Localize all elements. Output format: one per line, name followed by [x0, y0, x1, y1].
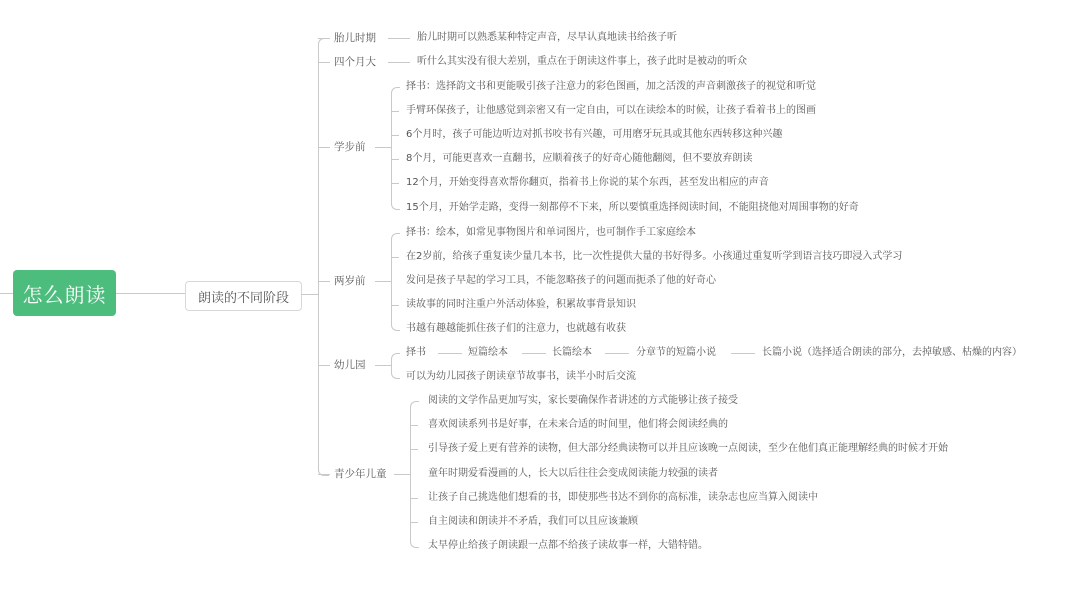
leaf-pre-walking-3[interactable]: 8个月，可能更喜欢一直翻书，应顺着孩子的好奇心随他翻阅，但不要放弃朗读 — [406, 153, 753, 164]
sub-connector — [375, 365, 391, 366]
leaf-pre-walking-0[interactable]: 择书：选择韵文书和更能吸引孩子注意力的彩色图画，加之活泼的声音刺激孩子的视觉和听觉 — [406, 81, 816, 92]
branch-before-two[interactable]: 两岁前 — [334, 275, 366, 287]
root-left-connector — [0, 293, 13, 294]
stage-connector — [301, 294, 318, 295]
stage-node[interactable]: 朗读的不同阶段 — [185, 281, 302, 311]
chain-connector — [605, 353, 629, 354]
leaf-four-months-0[interactable]: 听什么其实没有很大差别，重点在于朗读这件事上，孩子此时是被动的听众 — [417, 56, 747, 67]
leaf-teen-2[interactable]: 引导孩子爱上更有营养的读物，但大部分经典读物可以并且应该晚一点阅读，至少在他们真正能理解经典的时候才开始 — [428, 443, 948, 454]
chain-kindergarten-3[interactable]: 分章节的短篇小说 — [636, 347, 716, 358]
pre-walking-brace — [391, 87, 400, 210]
root-to-stage-connector — [116, 293, 185, 294]
leaf-connector — [388, 62, 410, 63]
leaf-tick — [391, 305, 399, 306]
leaf-tick — [410, 425, 418, 426]
leaf-teen-6[interactable]: 太早停止给孩子朗读跟一点都不给孩子读故事一样，大错特错。 — [428, 540, 708, 551]
chain-connector — [438, 353, 462, 354]
leaf-tick — [391, 111, 399, 112]
leaf-teen-4[interactable]: 让孩子自己挑选他们想看的书，即使那些书达不到你的高标准，读杂志也应当算入阅读中 — [428, 492, 818, 503]
chain-kindergarten-2[interactable]: 长篇绘本 — [552, 347, 592, 358]
leaf-teen-0[interactable]: 阅读的文学作品更加写实，家长要确保作者讲述的方式能够让孩子接受 — [428, 395, 738, 406]
leaf-tick — [410, 522, 418, 523]
before-two-brace — [391, 233, 400, 331]
leaf-tick — [391, 183, 399, 184]
chain-connector — [731, 353, 755, 354]
branch-connector — [318, 474, 330, 475]
leaf-connector — [388, 38, 410, 39]
branch-connector — [318, 38, 330, 39]
branch-kindergarten[interactable]: 幼儿园 — [334, 359, 366, 371]
leaf-before-two-0[interactable]: 择书：绘本，如常见事物图片和单词图片，也可制作手工家庭绘本 — [406, 227, 696, 238]
sub-connector — [375, 147, 391, 148]
leaf-pre-walking-2[interactable]: 6个月时，孩子可能边听边对抓书咬书有兴趣，可用磨牙玩具或其他东西转移这种兴趣 — [406, 129, 783, 140]
leaf-before-two-4[interactable]: 书越有趣越能抓住孩子们的注意力，也就越有收获 — [406, 323, 626, 334]
stage-brace — [318, 38, 329, 476]
leaf-pre-walking-5[interactable]: 15个月，开始学走路，变得一刻都停不下来，所以要慎重选择阅读时间，不能阻挠他对周围事物的好奇 — [406, 202, 859, 213]
sub-connector — [375, 281, 391, 282]
leaf-tick — [391, 257, 399, 258]
branch-connector — [318, 147, 330, 148]
leaf-pre-walking-1[interactable]: 手臂环保孩子，让他感觉到亲密又有一定自由，可以在读绘本的时候，让孩子看着书上的图画 — [406, 105, 816, 116]
chain-connector — [522, 353, 546, 354]
leaf-pre-walking-4[interactable]: 12个月，开始变得喜欢帮你翻页，指着书上你说的某个东西，甚至发出相应的声音 — [406, 177, 769, 188]
leaf-before-two-3[interactable]: 读故事的同时注重户外活动体验，积累故事背景知识 — [406, 299, 636, 310]
leaf-fetal-0[interactable]: 胎儿时期可以熟悉某种特定声音，尽早认真地读书给孩子听 — [417, 32, 677, 43]
branch-connector — [318, 365, 330, 366]
leaf-teen-1[interactable]: 喜欢阅读系列书是好事，在未来合适的时间里，他们将会阅读经典的 — [428, 419, 728, 430]
branch-fetal[interactable]: 胎儿时期 — [334, 32, 376, 44]
branch-four-months[interactable]: 四个月大 — [334, 56, 376, 68]
leaf-tick — [410, 449, 418, 450]
branch-teen[interactable]: 青少年儿童 — [334, 468, 387, 480]
leaf-before-two-2[interactable]: 发问是孩子早起的学习工具，不能忽略孩子的问题而扼杀了他的好奇心 — [406, 275, 716, 286]
chain-kindergarten-1[interactable]: 短篇绘本 — [468, 347, 508, 358]
leaf-tick — [391, 159, 399, 160]
leaf-teen-5[interactable]: 自主阅读和朗读并不矛盾，我们可以且应该兼顾 — [428, 516, 638, 527]
chain-kindergarten-0[interactable]: 择书 — [406, 347, 426, 358]
leaf-teen-3[interactable]: 童年时期爱看漫画的人，长大以后往往会变成阅读能力较强的读者 — [428, 468, 718, 479]
leaf-kindergarten-0[interactable]: 可以为幼儿园孩子朗读章节故事书，读半小时后交流 — [406, 371, 636, 382]
leaf-tick — [391, 135, 399, 136]
root-node[interactable]: 怎么朗读 — [13, 270, 116, 316]
leaf-tick — [410, 498, 418, 499]
chain-kindergarten-4[interactable]: 长篇小说（选择适合朗读的部分，去掉敏感、枯燥的内容） — [762, 347, 1022, 358]
branch-connector — [318, 281, 330, 282]
sub-connector — [394, 474, 410, 475]
branch-pre-walking[interactable]: 学步前 — [334, 141, 366, 153]
kindergarten-brace — [391, 353, 400, 379]
leaf-before-two-1[interactable]: 在2岁前，给孩子重复读少量几本书，比一次性提供大量的书好得多。小孩通过重复听学到语言技巧即浸入式学习 — [406, 251, 903, 262]
branch-connector — [318, 62, 330, 63]
teen-brace — [410, 401, 419, 548]
